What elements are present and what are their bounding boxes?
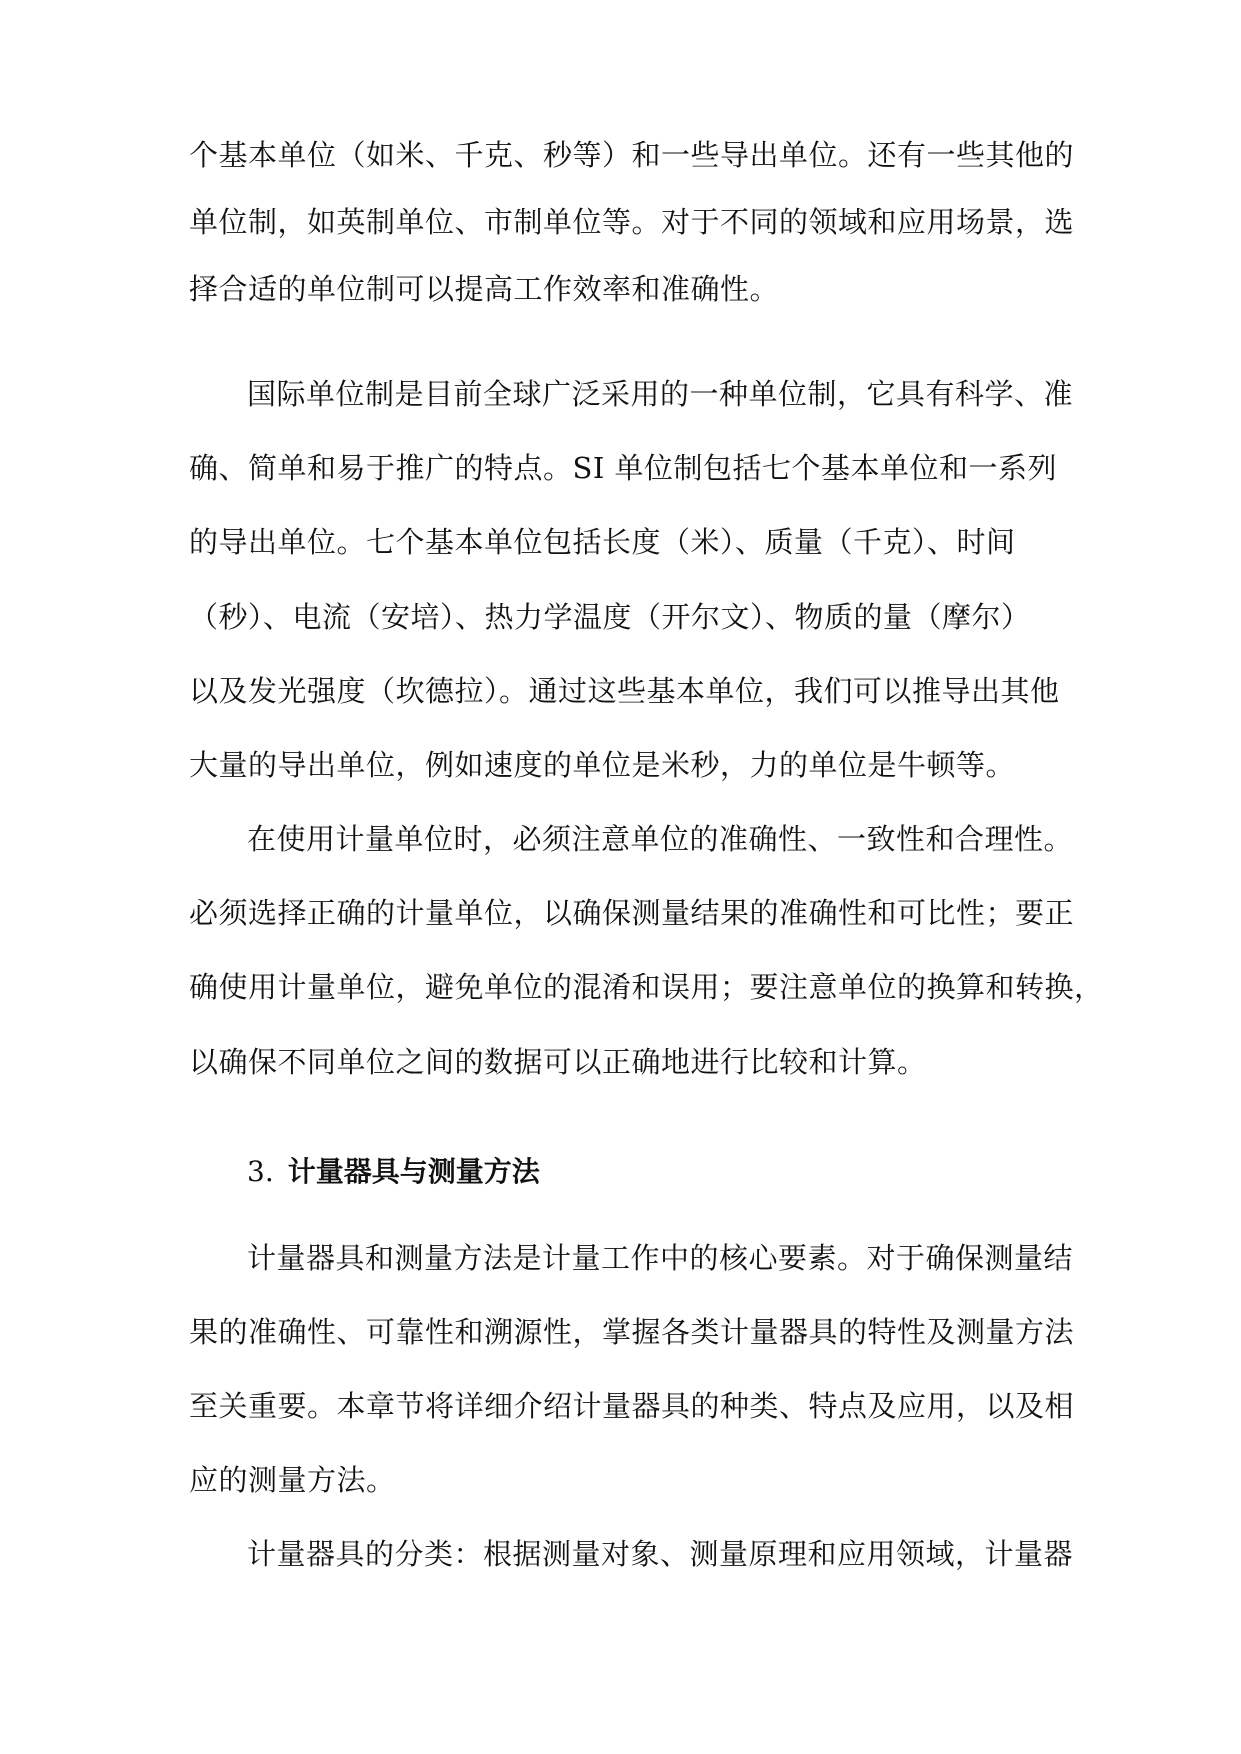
paragraph-5-line-1: 计量器具的分类：根据测量对象、测量原理和应用领域，计量器 <box>247 1537 1074 1571</box>
paragraph-3-line-3: 确使用计量单位，避免单位的混淆和误用；要注意单位的换算和转换， <box>189 970 1104 1004</box>
paragraph-2-line-5: 以及发光强度（坎德拉）。通过这些基本单位，我们可以推导出其他 <box>189 674 1060 708</box>
paragraph-1-line-1: 个基本单位（如米、千克、秒等）和一些导出单位。还有一些其他的 <box>189 138 1075 172</box>
section-title: 计量器具与测量方法 <box>287 1155 540 1188</box>
paragraph-4-line-4: 应的测量方法。 <box>189 1463 396 1497</box>
paragraph-3-line-2: 必须选择正确的计量单位，以确保测量结果的准确性和可比性；要正 <box>189 896 1075 930</box>
paragraph-2-line-1: 国际单位制是目前全球广泛采用的一种单位制，它具有科学、准 <box>247 377 1074 411</box>
paragraph-1-line-3: 择合适的单位制可以提高工作效率和准确性。 <box>189 272 780 306</box>
paragraph-3-line-1: 在使用计量单位时，必须注意单位的准确性、一致性和合理性。 <box>247 822 1074 856</box>
paragraph-3-line-4: 以确保不同单位之间的数据可以正确地进行比较和计算。 <box>189 1045 927 1079</box>
paragraph-4-line-3: 至关重要。本章节将详细介绍计量器具的种类、特点及应用，以及相 <box>189 1389 1075 1423</box>
paragraph-2-line-3: 的导出单位。七个基本单位包括长度（米）、质量（千克）、时间 <box>189 525 1016 559</box>
section-heading <box>247 1150 540 1194</box>
paragraph-2-line-6: 大量的导出单位，例如速度的单位是米秒，力的单位是牛顿等。 <box>189 748 1016 782</box>
paragraph-1-line-2: 单位制，如英制单位、市制单位等。对于不同的领域和应用场景，选 <box>189 205 1075 239</box>
section-number: 3. <box>247 1155 274 1188</box>
paragraph-4-line-1: 计量器具和测量方法是计量工作中的核心要素。对于确保测量结 <box>247 1241 1074 1275</box>
paragraph-2-line-4: （秒）、电流（安培）、热力学温度（开尔文）、物质的量（摩尔） <box>189 600 1031 634</box>
paragraph-4-line-2: 果的准确性、可靠性和溯源性，掌握各类计量器具的特性及测量方法 <box>189 1315 1075 1349</box>
paragraph-2-line-2: 确、简单和易于推广的特点。SI 单位制包括七个基本单位和一系列 <box>189 451 1058 485</box>
